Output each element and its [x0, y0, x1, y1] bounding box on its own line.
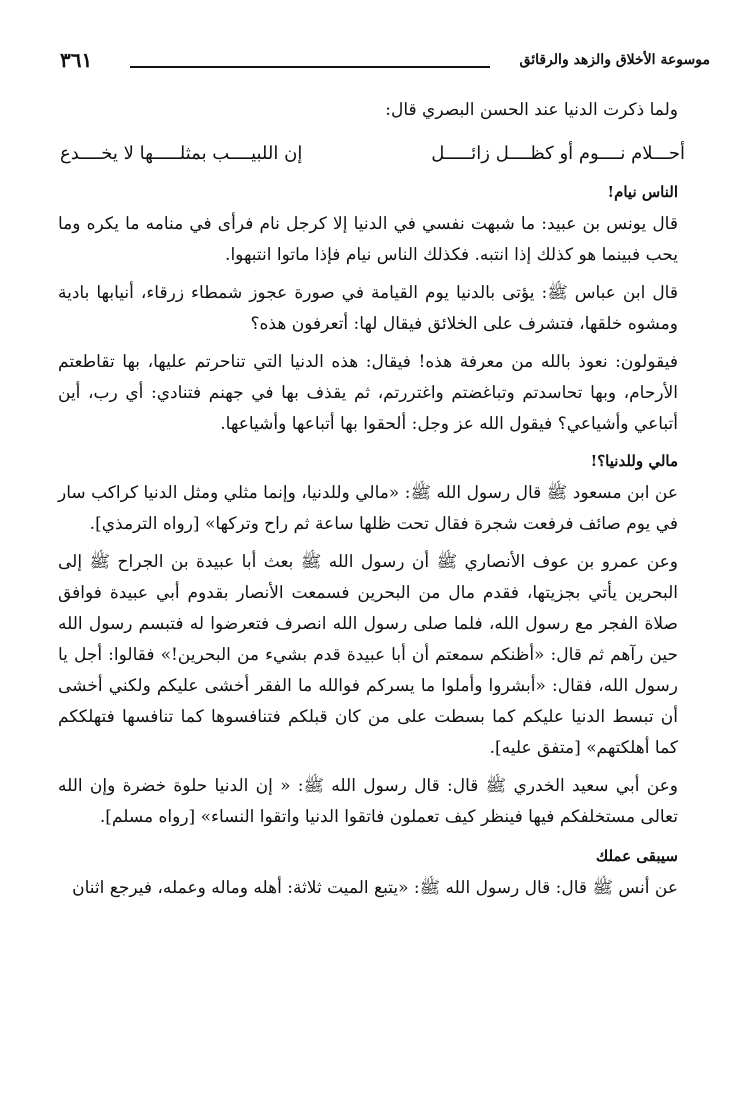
section-heading-people-asleep: الناس نيام!	[607, 183, 678, 201]
paragraph: قال يونس بن عبيد: ما شبهت نفسي في الدنيا إلا كرجل نام فرأى في منامه ما يكره وما يحب فبينما هو كذلك إذا انتبه. فكذلك الناس نيام فإذا ماتوا انتبهوا.	[58, 214, 678, 265]
poem-hemistich-first: أحـــلام نــــوم أو كظــــل زائـــــل	[431, 143, 685, 164]
paragraph: قال ابن عباس ﷺ: يؤتى بالدنيا يوم القيامة في صورة عجوز شمطاء زرقاء، أنيابها بادية ومشوه خلقها، فتشرف على الخلائق فيقال لها: أتعرفون هذه؟	[58, 283, 678, 334]
section-heading-me-and-world: مالي وللدنيا؟!	[590, 452, 678, 470]
paragraph: عن أنس ﷺ قال: قال رسول الله ﷺ: «يتبع الميت ثلاثة: أهله وماله وعمله، فيرجع اثنان	[72, 878, 678, 898]
page-number: ٣٦١	[60, 48, 93, 72]
poem-verse	[60, 143, 685, 177]
header-rule	[130, 66, 490, 68]
paragraph: عن ابن مسعود ﷺ قال رسول الله ﷺ: «مالي وللدنيا، وإنما مثلي ومثل الدنيا كراكب سار في يوم صائف فرفعت شجرة فقال تحت ظلها ساعة ثم راح وتركها» [رواه الترمذي].	[58, 483, 678, 534]
page-header	[60, 50, 710, 78]
poem-hemistich-second: إن اللبيــــب بمثلـــــها لا يخــــدع	[60, 143, 303, 164]
paragraph: فيقولون: نعوذ بالله من معرفة هذه! فيقال: هذه الدنيا التي تناحرتم عليها، بها تقاطعتم الأرحام، وبها تحاسدتم وتباغضتم واغتررتم، ثم يقذف بها في جهنم فتنادي: أي رب، أين أتباعي وأشياعي؟ فيقول الله عز وجل: ألحقوا بها أتباعها وأشياعها.	[58, 352, 678, 434]
section-heading-deeds-remain: سيبقى عملك	[595, 847, 678, 865]
page-body	[58, 95, 678, 904]
paragraph: وعن عمرو بن عوف الأنصاري ﷺ أن رسول الله ﷺ بعث أبا عبيدة بن الجراح ﷺ إلى البحرين يأتي بجزيتها، فقدم مال من البحرين فسمعت الأنصار بقدوم أبي عبيدة فوافق صلاة الفجر مع رسول الله، فلما صلى رسول الله انصرف فتعرضوا له فتبسم رسول الله حين رآهم ثم قال: «أظنكم سمعتم أن أبا عبيدة قدم بشيء من البحرين!» فقالوا: أجل يا رسول الله، فقال: «أبشروا وأملوا ما يسركم فوالله ما الفقر أخشى عليكم ولكني أخشى أن تبسط الدنيا عليكم كما بسطت على من كان قبلكم فتنافسوها كما تنافسها فتهلككم كما أهلكتهم» [متفق عليه].	[58, 552, 678, 758]
running-title: موسوعة الأخلاق والزهد والرقائق	[519, 52, 710, 68]
paragraph: وعن أبي سعيد الخدري ﷺ قال: قال رسول الله ﷺ: « إن الدنيا حلوة خضرة وإن الله تعالى مستخلفكم فيها فينظر كيف تعملون فاتقوا الدنيا واتقوا النساء» [رواه مسلم].	[58, 776, 678, 827]
intro-line: ولما ذكرت الدنيا عند الحسن البصري قال:	[385, 100, 678, 120]
